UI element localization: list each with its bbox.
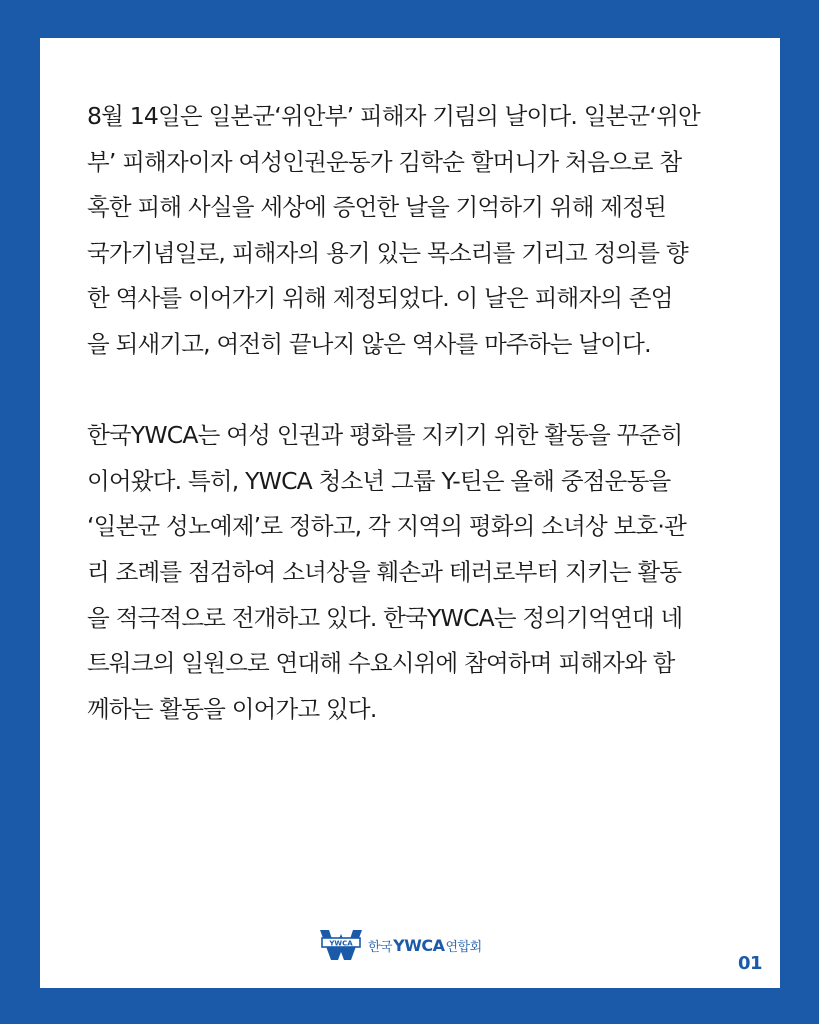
text-line: 을 되새기고, 여전히 끝나지 않은 역사를 마주하는 날이다.: [87, 329, 651, 358]
logo-main: YWCA: [393, 935, 445, 955]
text-line: 국가기념일로, 피해자의 용기 있는 목소리를 기리고 정의를 향: [87, 238, 688, 267]
text-line: 이어왔다. 특히, YWCA 청소년 그룹 Y-틴은 올해 중점운동을: [87, 466, 671, 495]
paragraph-2: [87, 413, 747, 732]
page-number: 01: [737, 953, 762, 974]
text-line: 혹한 피해 사실을 세상에 증언한 날을 기억하기 위해 제정된: [87, 193, 666, 222]
text-line: 8월 14일은 일본군‘위안부’ 피해자 기림의 날이다. 일본군‘위안: [87, 102, 700, 130]
ywca-logo: [320, 930, 482, 960]
logo-mark-text: YWCA: [329, 939, 353, 948]
text-line: 을 적극적으로 전개하고 있다. 한국YWCA는 정의기억연대 네: [87, 603, 683, 632]
paragraph-1: [87, 94, 747, 368]
text-line: 한국YWCA는 여성 인권과 평화를 지키기 위한 활동을 꾸준히: [87, 421, 683, 450]
logo-prefix: 한국: [368, 939, 393, 955]
text-line: 리 조례를 점검하여 소녀상을 훼손과 테러로부터 지키는 활동: [87, 557, 682, 586]
text-line: ‘일본군 성노예제’로 정하고, 각 지역의 평화의 소녀상 보호·관: [87, 512, 686, 541]
text-line: 트워크의 일원으로 연대해 수요시위에 참여하며 피해자와 함: [87, 649, 675, 678]
article-body: [87, 94, 747, 732]
text-line: 한 역사를 이어가기 위해 제정되었다. 이 날은 피해자의 존엄: [87, 284, 673, 313]
text-line: 께하는 활동을 이어가고 있다.: [87, 694, 377, 723]
ywca-w-icon: [320, 930, 362, 960]
logo-suffix: 연합회: [445, 939, 482, 955]
logo-wordmark: [368, 936, 482, 955]
text-line: 부’ 피해자이자 여성인권운동가 김학순 할머니가 처음으로 참: [87, 147, 682, 176]
content-card: [40, 38, 780, 988]
